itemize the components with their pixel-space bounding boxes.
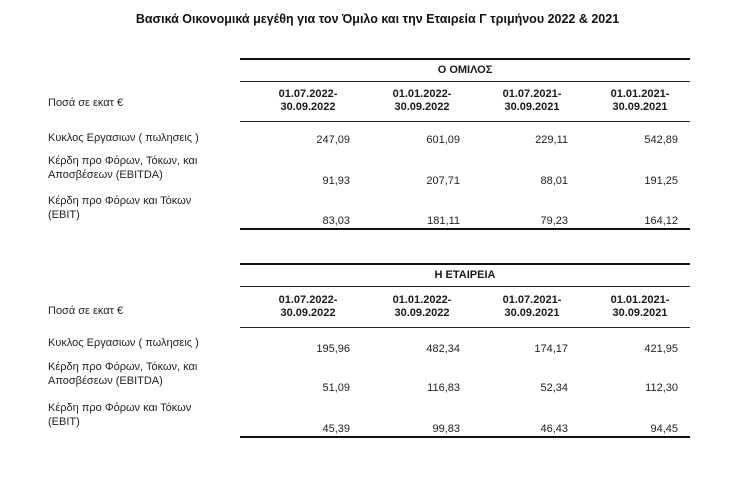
row-label: Κέρδη προ Φόρων, Τόκων, και Αποσβέσεων (EBITDA)	[48, 155, 198, 181]
table-cell: 94,45	[650, 423, 678, 435]
units-label: Ποσά σε εκατ €	[48, 305, 124, 317]
header-rule	[240, 327, 690, 328]
top-rule	[240, 263, 690, 265]
table-cell: 88,01	[540, 175, 568, 187]
table-cell: 421,95	[644, 343, 678, 355]
table-cell: 542,89	[644, 134, 678, 146]
bottom-rule	[240, 228, 690, 230]
top-rule	[240, 58, 690, 60]
table-cell: 45,39	[322, 423, 350, 435]
company-section	[40, 263, 690, 441]
units-label: Ποσά σε εκατ €	[48, 97, 124, 109]
column-header: 01.07.2022- 30.09.2022	[278, 294, 338, 319]
table-cell: 181,11	[427, 215, 460, 227]
bottom-rule	[240, 436, 690, 438]
column-header: 01.01.2021- 30.09.2021	[610, 88, 670, 113]
table-cell: 482,34	[426, 343, 460, 355]
table-cell: 99,83	[432, 423, 460, 435]
column-header: 01.07.2021- 30.09.2021	[502, 294, 562, 319]
table-cell: 191,25	[644, 175, 678, 187]
table-cell: 52,34	[540, 382, 568, 394]
table-cell: 46,43	[540, 423, 568, 435]
table-cell: 79,23	[540, 215, 568, 227]
column-header: 01.07.2022- 30.09.2022	[278, 88, 338, 113]
column-header: 01.01.2022- 30.09.2022	[392, 88, 452, 113]
table-cell: 247,09	[316, 134, 350, 146]
table-cell: 174,17	[534, 343, 568, 355]
table-cell: 164,12	[644, 215, 678, 227]
table-cell: 83,03	[322, 215, 350, 227]
table-cell: 112,30	[645, 382, 678, 394]
row-label: Κέρδη προ Φόρων και Τόκων (EBIT)	[48, 402, 192, 428]
table-cell: 91,93	[322, 175, 350, 187]
table-cell: 116,83	[427, 382, 460, 394]
section-heading: Ο ΟΜΙΛΟΣ	[437, 64, 493, 76]
column-header: 01.01.2022- 30.09.2022	[392, 294, 452, 319]
table-cell: 207,71	[426, 175, 460, 187]
heading-rule	[240, 286, 690, 287]
group-section	[40, 58, 690, 233]
table-cell: 51,09	[322, 382, 350, 394]
column-header: 01.01.2021- 30.09.2021	[610, 294, 670, 319]
heading-rule	[240, 81, 690, 82]
document-title: Βασικά Οικονομικά μεγέθη για τον Όμιλο και την Εταιρεία Γ τριμήνου 2022 & 2021	[135, 12, 620, 26]
column-header: 01.07.2021- 30.09.2021	[502, 88, 562, 113]
row-label: Κυκλος Εργασιων ( πωλησεις )	[48, 132, 199, 144]
row-label: Κυκλος Εργασιων ( πωλησεις )	[48, 337, 199, 349]
header-rule	[240, 121, 690, 122]
table-cell: 229,11	[535, 134, 568, 146]
table-cell: 601,09	[426, 134, 460, 146]
section-heading: Η ΕΤΑΙΡΕΙΑ	[434, 269, 496, 281]
row-label: Κέρδη προ Φόρων και Τόκων (EBIT)	[48, 195, 192, 221]
row-label: Κέρδη προ Φόρων, Τόκων, και Αποσβέσεων (EBITDA)	[48, 361, 198, 387]
table-cell: 195,96	[316, 343, 350, 355]
